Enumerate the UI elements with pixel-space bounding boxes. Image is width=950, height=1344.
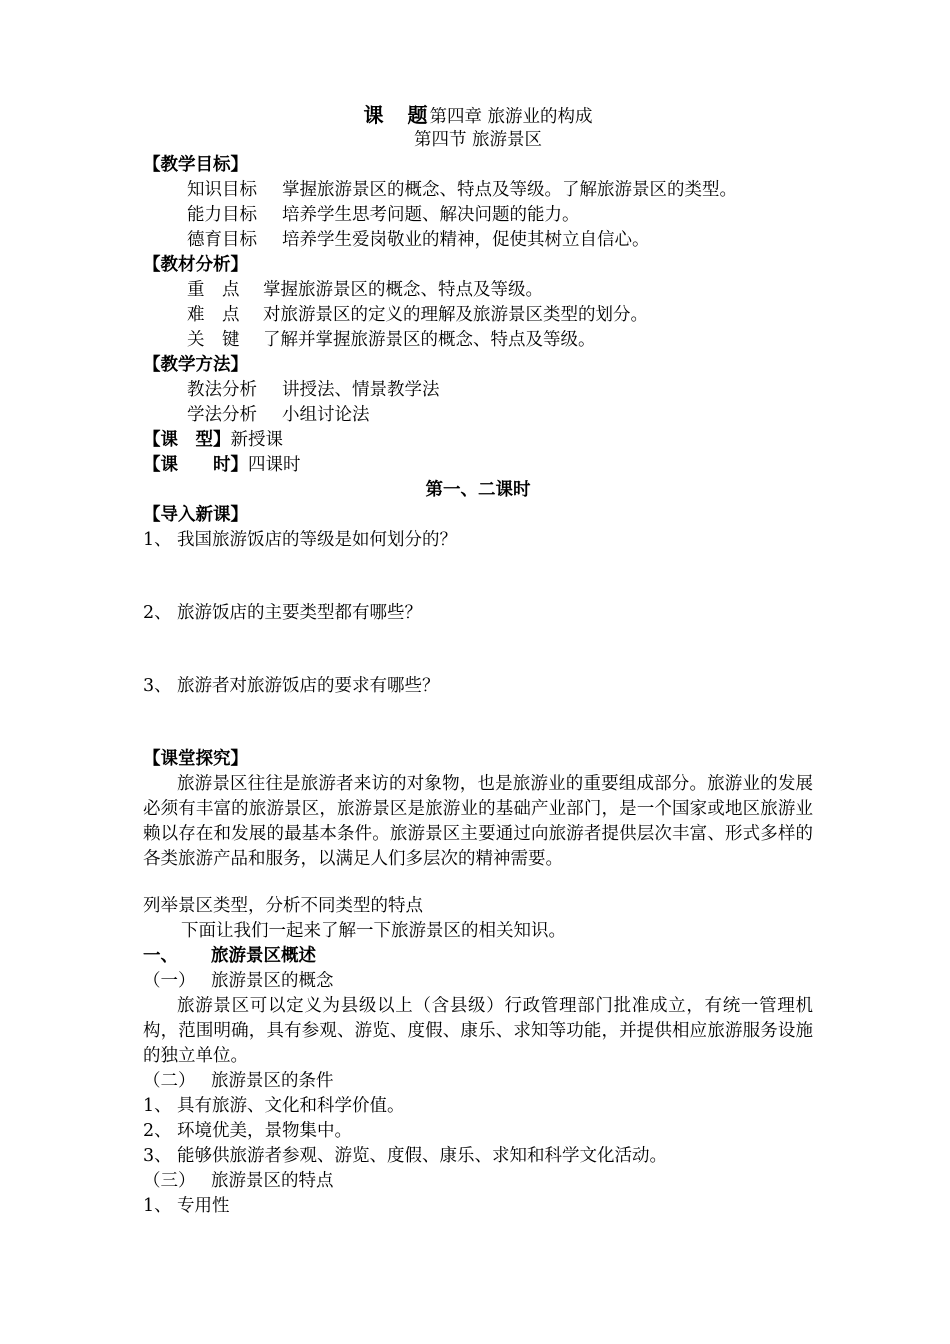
title-label: 课 题 bbox=[363, 103, 430, 127]
objective-text: 培养学生爱岗敬业的精神，促使其树立自信心。 bbox=[282, 230, 650, 250]
subsection-title: 旅游景区的特点 bbox=[211, 1171, 334, 1191]
lesson-time-line bbox=[143, 453, 813, 478]
analysis-label: 难 点 bbox=[187, 305, 240, 325]
item-text: 具有旅游、文化和科学价值。 bbox=[177, 1096, 405, 1116]
intro-question bbox=[143, 601, 813, 626]
answer-space bbox=[143, 699, 813, 747]
objective-text: 培养学生思考问题、解决问题的能力。 bbox=[282, 205, 580, 225]
item-number: 1、 bbox=[143, 1096, 172, 1116]
objective-item bbox=[143, 228, 813, 253]
lesson-title-line bbox=[143, 103, 813, 128]
definition-paragraph: 旅游景区可以定义为县级以上（含县级）行政管理部门批准成立，有统一管理机构，范围明确，具有参观、游览、度假、康乐、求知等功能，并提供相应旅游服务设施的独立单位。 bbox=[143, 996, 813, 1066]
question-number: 1、 bbox=[143, 530, 172, 550]
explore-paragraph: 旅游景区往往是旅游者来访的对象物，也是旅游业的重要组成部分。旅游业的发展必须有丰富的旅游景区，旅游景区是旅游业的基础产业部门，是一个国家或地区旅游业赖以存在和发展的最基本条件。旅游景区主要通过向旅游者提供层次丰富、形式多样的各类旅游产品和服务，以满足人们多层次的精神需要。 bbox=[143, 774, 813, 869]
subsection-number: （一） bbox=[143, 971, 196, 991]
item-text: 能够供旅游者参观、游览、度假、康乐、求知和科学文化活动。 bbox=[177, 1146, 667, 1166]
question-number: 3、 bbox=[143, 676, 172, 696]
lesson-time-label: 【课 时】 bbox=[143, 455, 248, 475]
answer-space bbox=[143, 553, 813, 601]
method-text: 小组讨论法 bbox=[282, 405, 370, 425]
objective-label: 能力目标 bbox=[187, 205, 257, 225]
analysis-label: 关 键 bbox=[187, 330, 240, 350]
objective-text: 掌握旅游景区的概念、特点及等级。了解旅游景区的类型。 bbox=[282, 180, 737, 200]
intro-question bbox=[143, 528, 813, 553]
section-title: 旅游景区概述 bbox=[211, 946, 316, 966]
question-text: 旅游饭店的主要类型都有哪些？ bbox=[177, 603, 422, 623]
method-text: 讲授法、情景教学法 bbox=[282, 380, 440, 400]
analysis-item bbox=[143, 328, 813, 353]
explore-task: 列举景区类型，分析不同类型的特点 bbox=[143, 896, 423, 916]
analysis-text: 掌握旅游景区的概念、特点及等级。 bbox=[263, 280, 543, 300]
subsection-title: 旅游景区的概念 bbox=[211, 971, 334, 991]
lesson-time-value: 四课时 bbox=[248, 455, 301, 475]
document-page bbox=[143, 103, 813, 1219]
period-heading: 第一、二课时 bbox=[425, 480, 531, 500]
item-text: 环境优美，景物集中。 bbox=[177, 1121, 352, 1141]
condition-item bbox=[143, 1119, 813, 1144]
lesson-type-label: 【课 型】 bbox=[143, 430, 231, 450]
objective-item bbox=[143, 178, 813, 203]
analysis-text: 了解并掌握旅游景区的概念、特点及等级。 bbox=[263, 330, 596, 350]
analysis-item bbox=[143, 303, 813, 328]
explore-lead: 下面让我们一起来了解一下旅游景区的相关知识。 bbox=[181, 921, 566, 941]
methods-heading: 【教学方法】 bbox=[143, 355, 248, 375]
question-text: 我国旅游饭店的等级是如何划分的？ bbox=[177, 530, 457, 550]
analysis-item bbox=[143, 278, 813, 303]
lesson-subtitle: 第四节 旅游景区 bbox=[413, 130, 543, 150]
question-number: 2、 bbox=[143, 603, 172, 623]
objectives-heading: 【教学目标】 bbox=[143, 155, 248, 175]
subsection-number: （三） bbox=[143, 1171, 196, 1191]
method-label: 教法分析 bbox=[187, 380, 257, 400]
question-text: 旅游者对旅游饭店的要求有哪些？ bbox=[177, 676, 440, 696]
lesson-type-line bbox=[143, 428, 813, 453]
subsection-heading bbox=[143, 1169, 813, 1194]
condition-item bbox=[143, 1094, 813, 1119]
spacer bbox=[143, 872, 813, 894]
condition-item bbox=[143, 1144, 813, 1169]
analysis-heading: 【教材分析】 bbox=[143, 255, 248, 275]
item-text: 专用性 bbox=[177, 1196, 230, 1216]
method-item bbox=[143, 403, 813, 428]
lesson-type-value: 新授课 bbox=[230, 430, 283, 450]
intro-heading: 【导入新课】 bbox=[143, 505, 248, 525]
subsection-number: （二） bbox=[143, 1071, 196, 1091]
feature-item bbox=[143, 1194, 813, 1219]
method-item bbox=[143, 378, 813, 403]
objective-label: 知识目标 bbox=[187, 180, 257, 200]
method-label: 学法分析 bbox=[187, 405, 257, 425]
item-number: 2、 bbox=[143, 1121, 172, 1141]
section-number: 一、 bbox=[143, 946, 178, 966]
section-heading bbox=[143, 944, 813, 969]
title-text: 第四章 旅游业的构成 bbox=[429, 107, 593, 127]
objective-item bbox=[143, 203, 813, 228]
intro-question bbox=[143, 674, 813, 699]
explore-heading: 【课堂探究】 bbox=[143, 749, 248, 769]
objective-label: 德育目标 bbox=[187, 230, 257, 250]
subsection-heading bbox=[143, 1069, 813, 1094]
analysis-label: 重 点 bbox=[187, 280, 240, 300]
subsection-heading bbox=[143, 969, 813, 994]
answer-space bbox=[143, 626, 813, 674]
item-number: 1、 bbox=[143, 1196, 172, 1216]
item-number: 3、 bbox=[143, 1146, 172, 1166]
analysis-text: 对旅游景区的定义的理解及旅游景区类型的划分。 bbox=[263, 305, 648, 325]
subsection-title: 旅游景区的条件 bbox=[211, 1071, 334, 1091]
